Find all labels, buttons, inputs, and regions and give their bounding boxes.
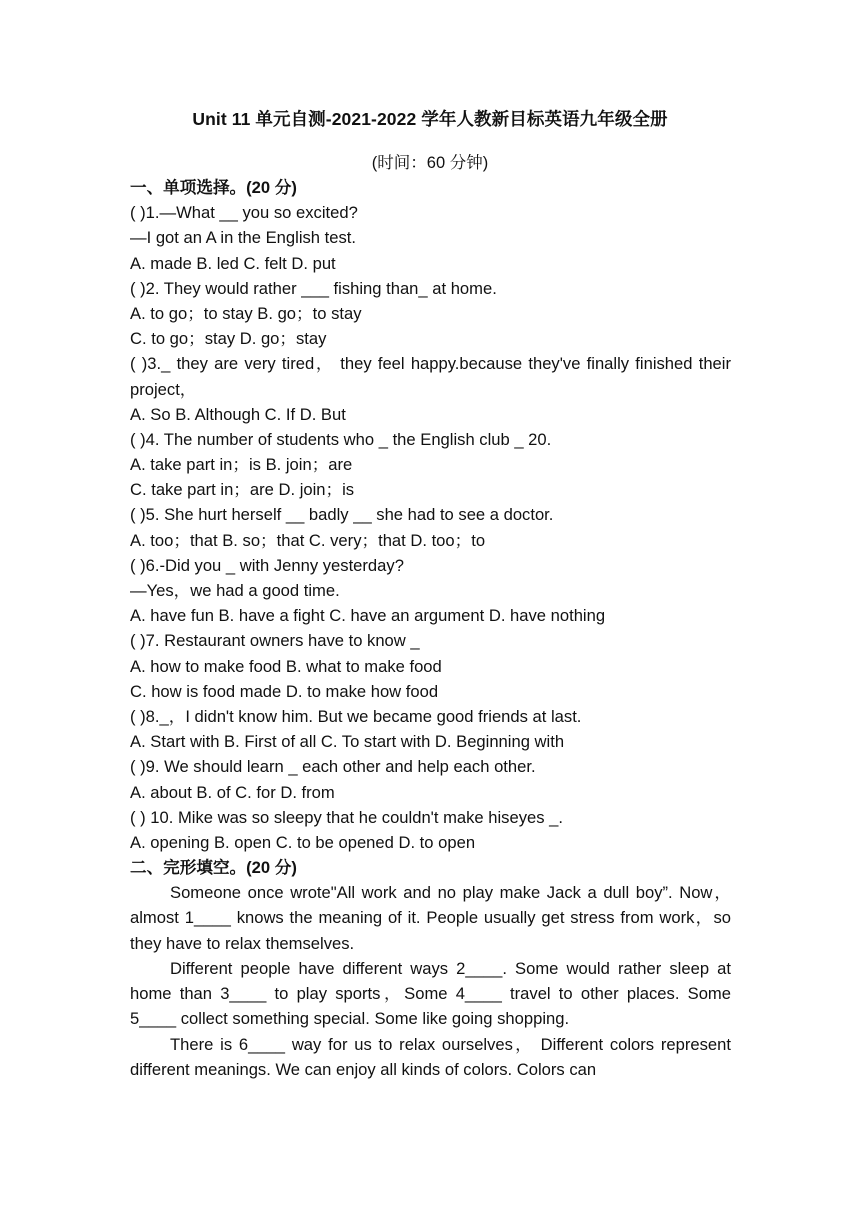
options-line: A. too；that B. so；that C. very；that D. too；to bbox=[130, 530, 486, 550]
question-line: —I got an A in the English test. bbox=[130, 228, 357, 248]
question-line: ( )3._ they are very tired， they feel happy.because they've finally finished their project， bbox=[130, 354, 731, 399]
question-line: ( )9. We should learn _ each other and help each other. bbox=[130, 757, 536, 777]
options-line: A. opening B. open C. to be opened D. to open bbox=[130, 832, 476, 852]
question-line: ( )1.—What __ you so excited? bbox=[130, 203, 358, 223]
question-line: ( )4. The number of students who _ the English club _ 20. bbox=[130, 429, 552, 449]
question-line: ( )2. They would rather ___ fishing than_ at home. bbox=[130, 278, 497, 298]
time-limit: (时间：60 分钟) bbox=[371, 154, 489, 172]
cloze-paragraph: There is 6____ way for us to relax ourselves， Different colors represent different meanings. We can enjoy all kinds of colors. Colors can bbox=[130, 1034, 731, 1079]
options-line: C. how is food made D. to make how food bbox=[130, 681, 439, 701]
cloze-paragraph: Someone once wrote"All work and no play make Jack a dull boy”. Now， almost 1____ knows the meaning of it. People usually get stress from work，so they have to relax themselves. bbox=[130, 883, 731, 953]
options-line: A. made B. led C. felt D. put bbox=[130, 253, 336, 273]
document-body bbox=[130, 175, 731, 1082]
question-line: ( )6.-Did you _ with Jenny yesterday? bbox=[130, 555, 404, 575]
question-line: ( )5. She hurt herself __ badly __ she had to see a doctor. bbox=[130, 505, 554, 525]
section-heading-multiple-choice: 一、单项选择。(20 分) bbox=[130, 178, 297, 197]
document-title: Unit 11 单元自测-2021-2022 学年人教新目标英语九年级全册 bbox=[192, 109, 668, 129]
options-line: A. have fun B. have a fight C. have an argument D. have nothing bbox=[130, 606, 606, 626]
question-line: —Yes，we had a good time. bbox=[130, 581, 340, 601]
question-line: ( )8._，I didn't know him. But we became good friends at last. bbox=[130, 706, 582, 726]
options-line: A. about B. of C. for D. from bbox=[130, 782, 335, 802]
options-line: C. take part in；are D. join；is bbox=[130, 480, 355, 500]
question-line: ( )7. Restaurant owners have to know _ bbox=[130, 631, 420, 651]
options-line: A. take part in；is B. join；are bbox=[130, 455, 353, 475]
options-line: C. to go；stay D. go；stay bbox=[130, 329, 327, 349]
section-heading-cloze: 二、完形填空。(20 分) bbox=[130, 858, 297, 878]
options-line: A. So B. Although C. If D. But bbox=[130, 404, 346, 424]
options-line: A. to go；to stay B. go；to stay bbox=[130, 303, 362, 323]
options-line: A. how to make food B. what to make food bbox=[130, 656, 442, 676]
options-line: A. Start with B. First of all C. To start with D. Beginning with bbox=[130, 732, 565, 752]
cloze-paragraph: Different people have different ways 2____. Some would rather sleep at home than 3____ to play sports，Some 4____ travel to other places. Some 5____ collect something special. Some like going shopping. bbox=[130, 958, 731, 1029]
question-line: ( ) 10. Mike was so sleepy that he couldn't make hiseyes _. bbox=[130, 807, 563, 827]
